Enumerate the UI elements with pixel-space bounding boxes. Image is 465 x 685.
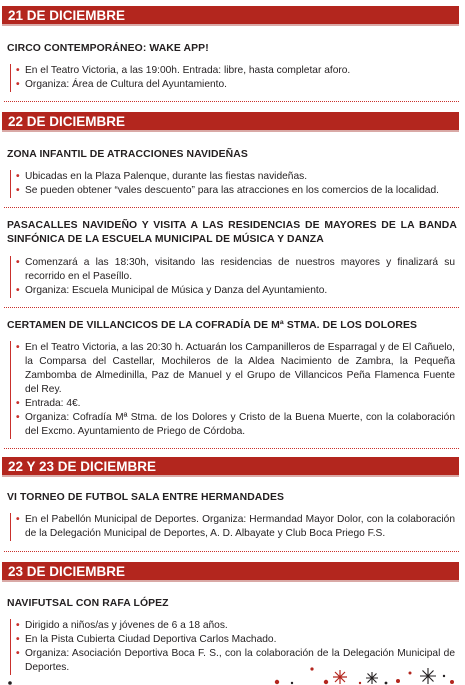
list-item: • Organiza: Asociación Deportiva Boca F. S., con la colaboración de la Delegación Municipal de Deportes.: [16, 648, 455, 673]
event-details: [10, 170, 455, 198]
event-details: [10, 513, 455, 541]
dotted-divider: [4, 207, 459, 208]
list-item: • Organiza: Área de Cultura del Ayuntamiento.: [16, 79, 227, 90]
dot-decoration: [8, 675, 445, 685]
bullet-icon: •: [16, 634, 20, 645]
event-title: CERTAMEN DE VILLANCICOS DE LA COFRADÍA DE Mª STMA. DE LOS DOLORES: [7, 320, 418, 331]
event-title: NAVIFUTSAL CON RAFA LÓPEZ: [7, 598, 169, 609]
list-item: • En el Teatro Victoria, a las 20:30 h. Actuarán los Campanilleros de Esparragal y de El Cañuelo, la Comparsa del Castellar, Mochileros de la Aldea Nacimiento de Zambra, la Pequeña Zambomba de Almedinilla, Paz de Manuel y el Grupo de Villancicos Peña Flamenca Fuente del Rey.: [16, 342, 455, 395]
bullet-icon: •: [16, 185, 20, 196]
date-header: 22 DE DICIEMBRE: [2, 112, 459, 132]
dotted-divider: [4, 101, 459, 102]
bullet-icon: •: [16, 342, 20, 353]
bullet-icon: •: [16, 514, 20, 525]
event-title: VI TORNEO DE FUTBOL SALA ENTRE HERMANDADES: [7, 492, 285, 503]
bullet-icon: •: [16, 171, 20, 182]
list-item: • Entrada: 4€.: [16, 398, 81, 409]
bullet-icon: •: [16, 412, 20, 423]
list-item: • Se pueden obtener “vales descuento” para las atracciones en los comercios de la localidad.: [16, 185, 439, 196]
date-header: 23 DE DICIEMBRE: [2, 562, 459, 582]
dotted-divider: [4, 448, 459, 449]
list-item: • Dirigido a niños/as y jóvenes de 6 a 18 años.: [16, 620, 228, 631]
date-header: 22 Y 23 DE DICIEMBRE: [2, 457, 459, 477]
snowflake-decoration: [0, 660, 465, 685]
dotted-divider: [4, 307, 459, 308]
bullet-icon: •: [16, 285, 20, 296]
bullet-icon: •: [16, 620, 20, 631]
bullet-icon: •: [16, 398, 20, 409]
date-header: 21 DE DICIEMBRE: [2, 6, 459, 26]
dotted-divider: [4, 551, 459, 552]
event-title: CIRCO CONTEMPORÁNEO: WAKE APP!: [7, 43, 209, 54]
list-item: • En el Teatro Victoria, a las 19:00h. Entrada: libre, hasta completar aforo.: [16, 65, 351, 76]
list-item: • Organiza: Cofradía Mª Stma. de los Dolores y Cristo de la Buena Muerte, con la colaboración del Excmo. Ayuntamiento de Priego de Córdoba.: [16, 412, 455, 437]
bullet-icon: •: [16, 65, 20, 76]
snowflake-icon: [420, 668, 436, 684]
bullet-icon: •: [16, 79, 20, 90]
snowflake-icon: [366, 672, 378, 684]
list-item: • En el Pabellón Municipal de Deportes. Organiza: Hermandad Mayor Dolor, con la colaboración de la Delegación Municipal de Deportes, A. D. Albayate y Club Boca Priego F.S.: [16, 514, 455, 539]
bullet-icon: •: [16, 648, 20, 659]
event-details: [10, 256, 455, 298]
event-title: PASACALLES NAVIDEÑO Y VISITA A LAS RESIDENCIAS DE MAYORES DE LA BANDA SINFÓNICA DE LA ESCUELA MUNICIPAL DE MÚSICA Y DANZA: [7, 220, 457, 245]
list-item: • En la Pista Cubierta Ciudad Deportiva Carlos Machado.: [16, 634, 277, 645]
event-details: [10, 64, 455, 92]
event-title: ZONA INFANTIL DE ATRACCIONES NAVIDEÑAS: [7, 149, 248, 160]
event-details: [10, 341, 455, 439]
list-item: • Ubicadas en la Plaza Palenque, durante las fiestas navideñas.: [16, 171, 308, 182]
list-item: • Organiza: Escuela Municipal de Música y Danza del Ayuntamiento.: [16, 285, 328, 296]
bullet-icon: •: [16, 257, 20, 268]
snowflake-icon: [333, 670, 347, 684]
list-item: • Comenzará a las 18:30h, visitando las residencias de nuestros mayores y finalizará su recorrido en el Paseíllo.: [16, 257, 455, 282]
